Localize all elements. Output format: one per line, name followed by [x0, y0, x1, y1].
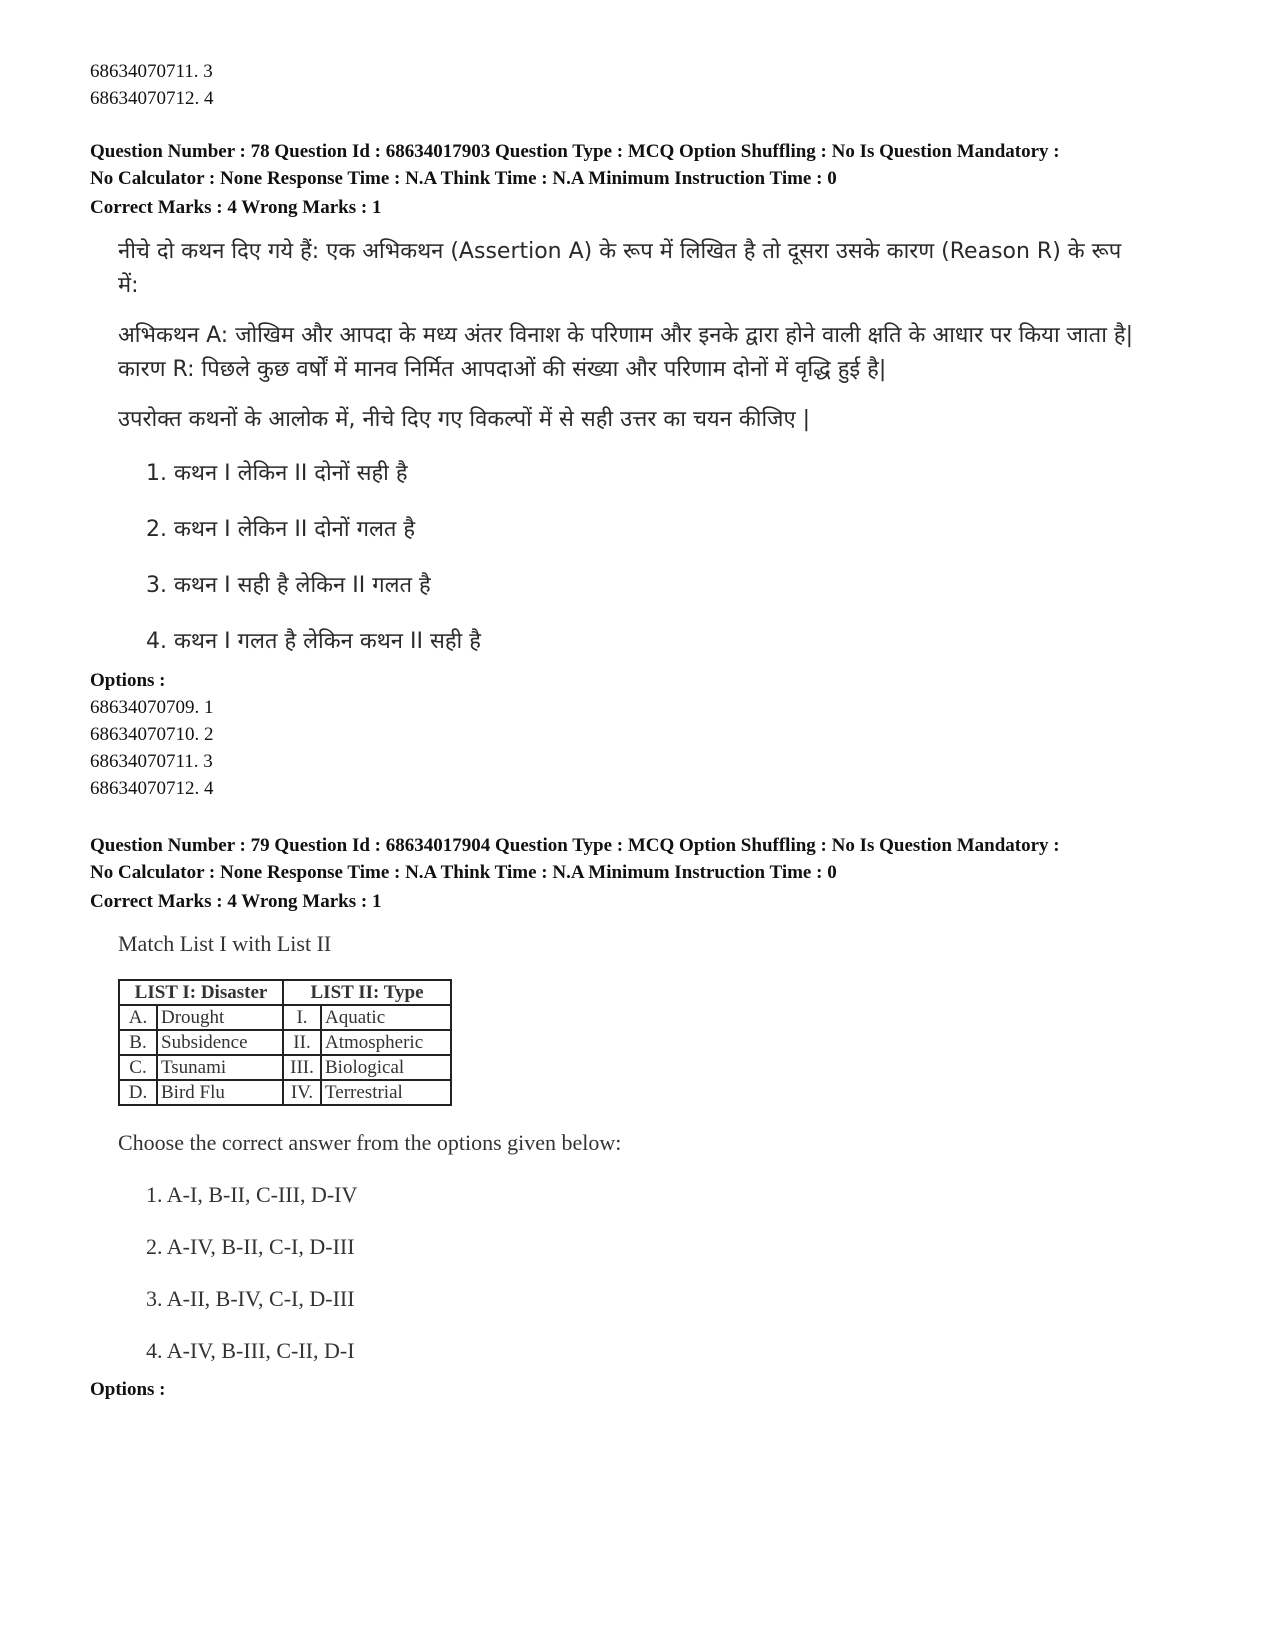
- choice-item: 4. A-IV, B-III, C-II, D-I: [146, 1338, 355, 1363]
- question-body: [118, 235, 1200, 659]
- question-78: [90, 138, 1200, 802]
- choice-item: 3. कथन I सही है लेकिन II गलत है: [146, 573, 431, 598]
- question-header: Question Number : 79 Question Id : 68634017904 Question Type : MCQ Option Shuffling : No Is Question Mandatory :: [90, 835, 1060, 856]
- match-table: [118, 979, 452, 1106]
- table-cell: Subsidence: [157, 1030, 283, 1055]
- question-79: [90, 832, 1200, 1403]
- question-header: No Calculator : None Response Time : N.A Think Time : N.A Minimum Instruction Time : 0: [90, 862, 837, 883]
- options-label: Options :: [90, 1379, 166, 1400]
- table-cell: Biological: [321, 1055, 451, 1080]
- table-cell: II.: [283, 1030, 321, 1055]
- table-cell: Tsunami: [157, 1055, 283, 1080]
- option-line: 68634070711. 3: [90, 751, 213, 772]
- table-cell: A.: [119, 1005, 157, 1030]
- choice-list: [146, 457, 1200, 659]
- question-intro: नीचे दो कथन दिए गये हैं: एक अभिकथन (Assertion A) के रूप में लिखित है तो दूसरा उसके कारण (Reason R) के रूप में:: [118, 239, 1122, 298]
- table-header: LIST I: Disaster: [119, 980, 283, 1005]
- table-cell: Terrestrial: [321, 1080, 451, 1105]
- table-cell: Aquatic: [321, 1005, 451, 1030]
- question-marks: Correct Marks : 4 Wrong Marks : 1: [90, 891, 382, 912]
- choice-list: [146, 1180, 1200, 1366]
- question-marks: Correct Marks : 4 Wrong Marks : 1: [90, 197, 382, 218]
- choice-item: 3. A-II, B-IV, C-I, D-III: [146, 1286, 355, 1311]
- choice-item: 1. A-I, B-II, C-III, D-IV: [146, 1182, 358, 1207]
- choice-item: 1. कथन I लेकिन II दोनों सही है: [146, 461, 408, 486]
- table-cell: D.: [119, 1080, 157, 1105]
- table-cell: B.: [119, 1030, 157, 1055]
- option-line: 68634070712. 4: [90, 778, 214, 799]
- table-cell: Bird Flu: [157, 1080, 283, 1105]
- table-header: LIST II: Type: [283, 980, 451, 1005]
- table-cell: Drought: [157, 1005, 283, 1030]
- option-line: 68634070712. 4: [90, 88, 214, 109]
- table-cell: IV.: [283, 1080, 321, 1105]
- question-header: Question Number : 78 Question Id : 68634017903 Question Type : MCQ Option Shuffling : No Is Question Mandatory :: [90, 141, 1060, 162]
- table-row: [119, 1055, 451, 1080]
- table-cell: I.: [283, 1005, 321, 1030]
- table-row: [119, 1080, 451, 1105]
- reason-text: कारण R: पिछले कुछ वर्षों में मानव निर्मित आपदाओं की संख्या और परिणाम दोनों में वृद्धि हुई है|: [118, 357, 887, 382]
- options-label: Options :: [90, 670, 166, 691]
- table-cell: III.: [283, 1055, 321, 1080]
- question-body: [118, 929, 1200, 1366]
- previous-options: [90, 58, 1200, 112]
- table-row: [119, 1030, 451, 1055]
- question-instruction: Choose the correct answer from the options given below:: [118, 1130, 622, 1155]
- choice-item: 2. कथन I लेकिन II दोनों गलत है: [146, 517, 416, 542]
- question-instruction: उपरोक्त कथनों के आलोक में, नीचे दिए गए विकल्पों में से सही उत्तर का चयन कीजिए |: [118, 407, 811, 432]
- document-page: [90, 58, 1200, 1403]
- question-intro: Match List I with List II: [118, 931, 332, 956]
- choice-item: 2. A-IV, B-II, C-I, D-III: [146, 1234, 355, 1259]
- question-header: No Calculator : None Response Time : N.A Think Time : N.A Minimum Instruction Time : 0: [90, 168, 837, 189]
- choice-item: 4. कथन I गलत है लेकिन कथन II सही है: [146, 629, 481, 654]
- table-row: [119, 1005, 451, 1030]
- option-line: 68634070711. 3: [90, 61, 213, 82]
- option-line: 68634070709. 1: [90, 697, 214, 718]
- option-line: 68634070710. 2: [90, 724, 214, 745]
- table-cell: C.: [119, 1055, 157, 1080]
- table-cell: Atmospheric: [321, 1030, 451, 1055]
- assertion-text: अभिकथन A: जोखिम और आपदा के मध्य अंतर विनाश के परिणाम और इनके द्वारा होने वाली क्षति के आधार पर किया जाता है|: [118, 323, 1133, 348]
